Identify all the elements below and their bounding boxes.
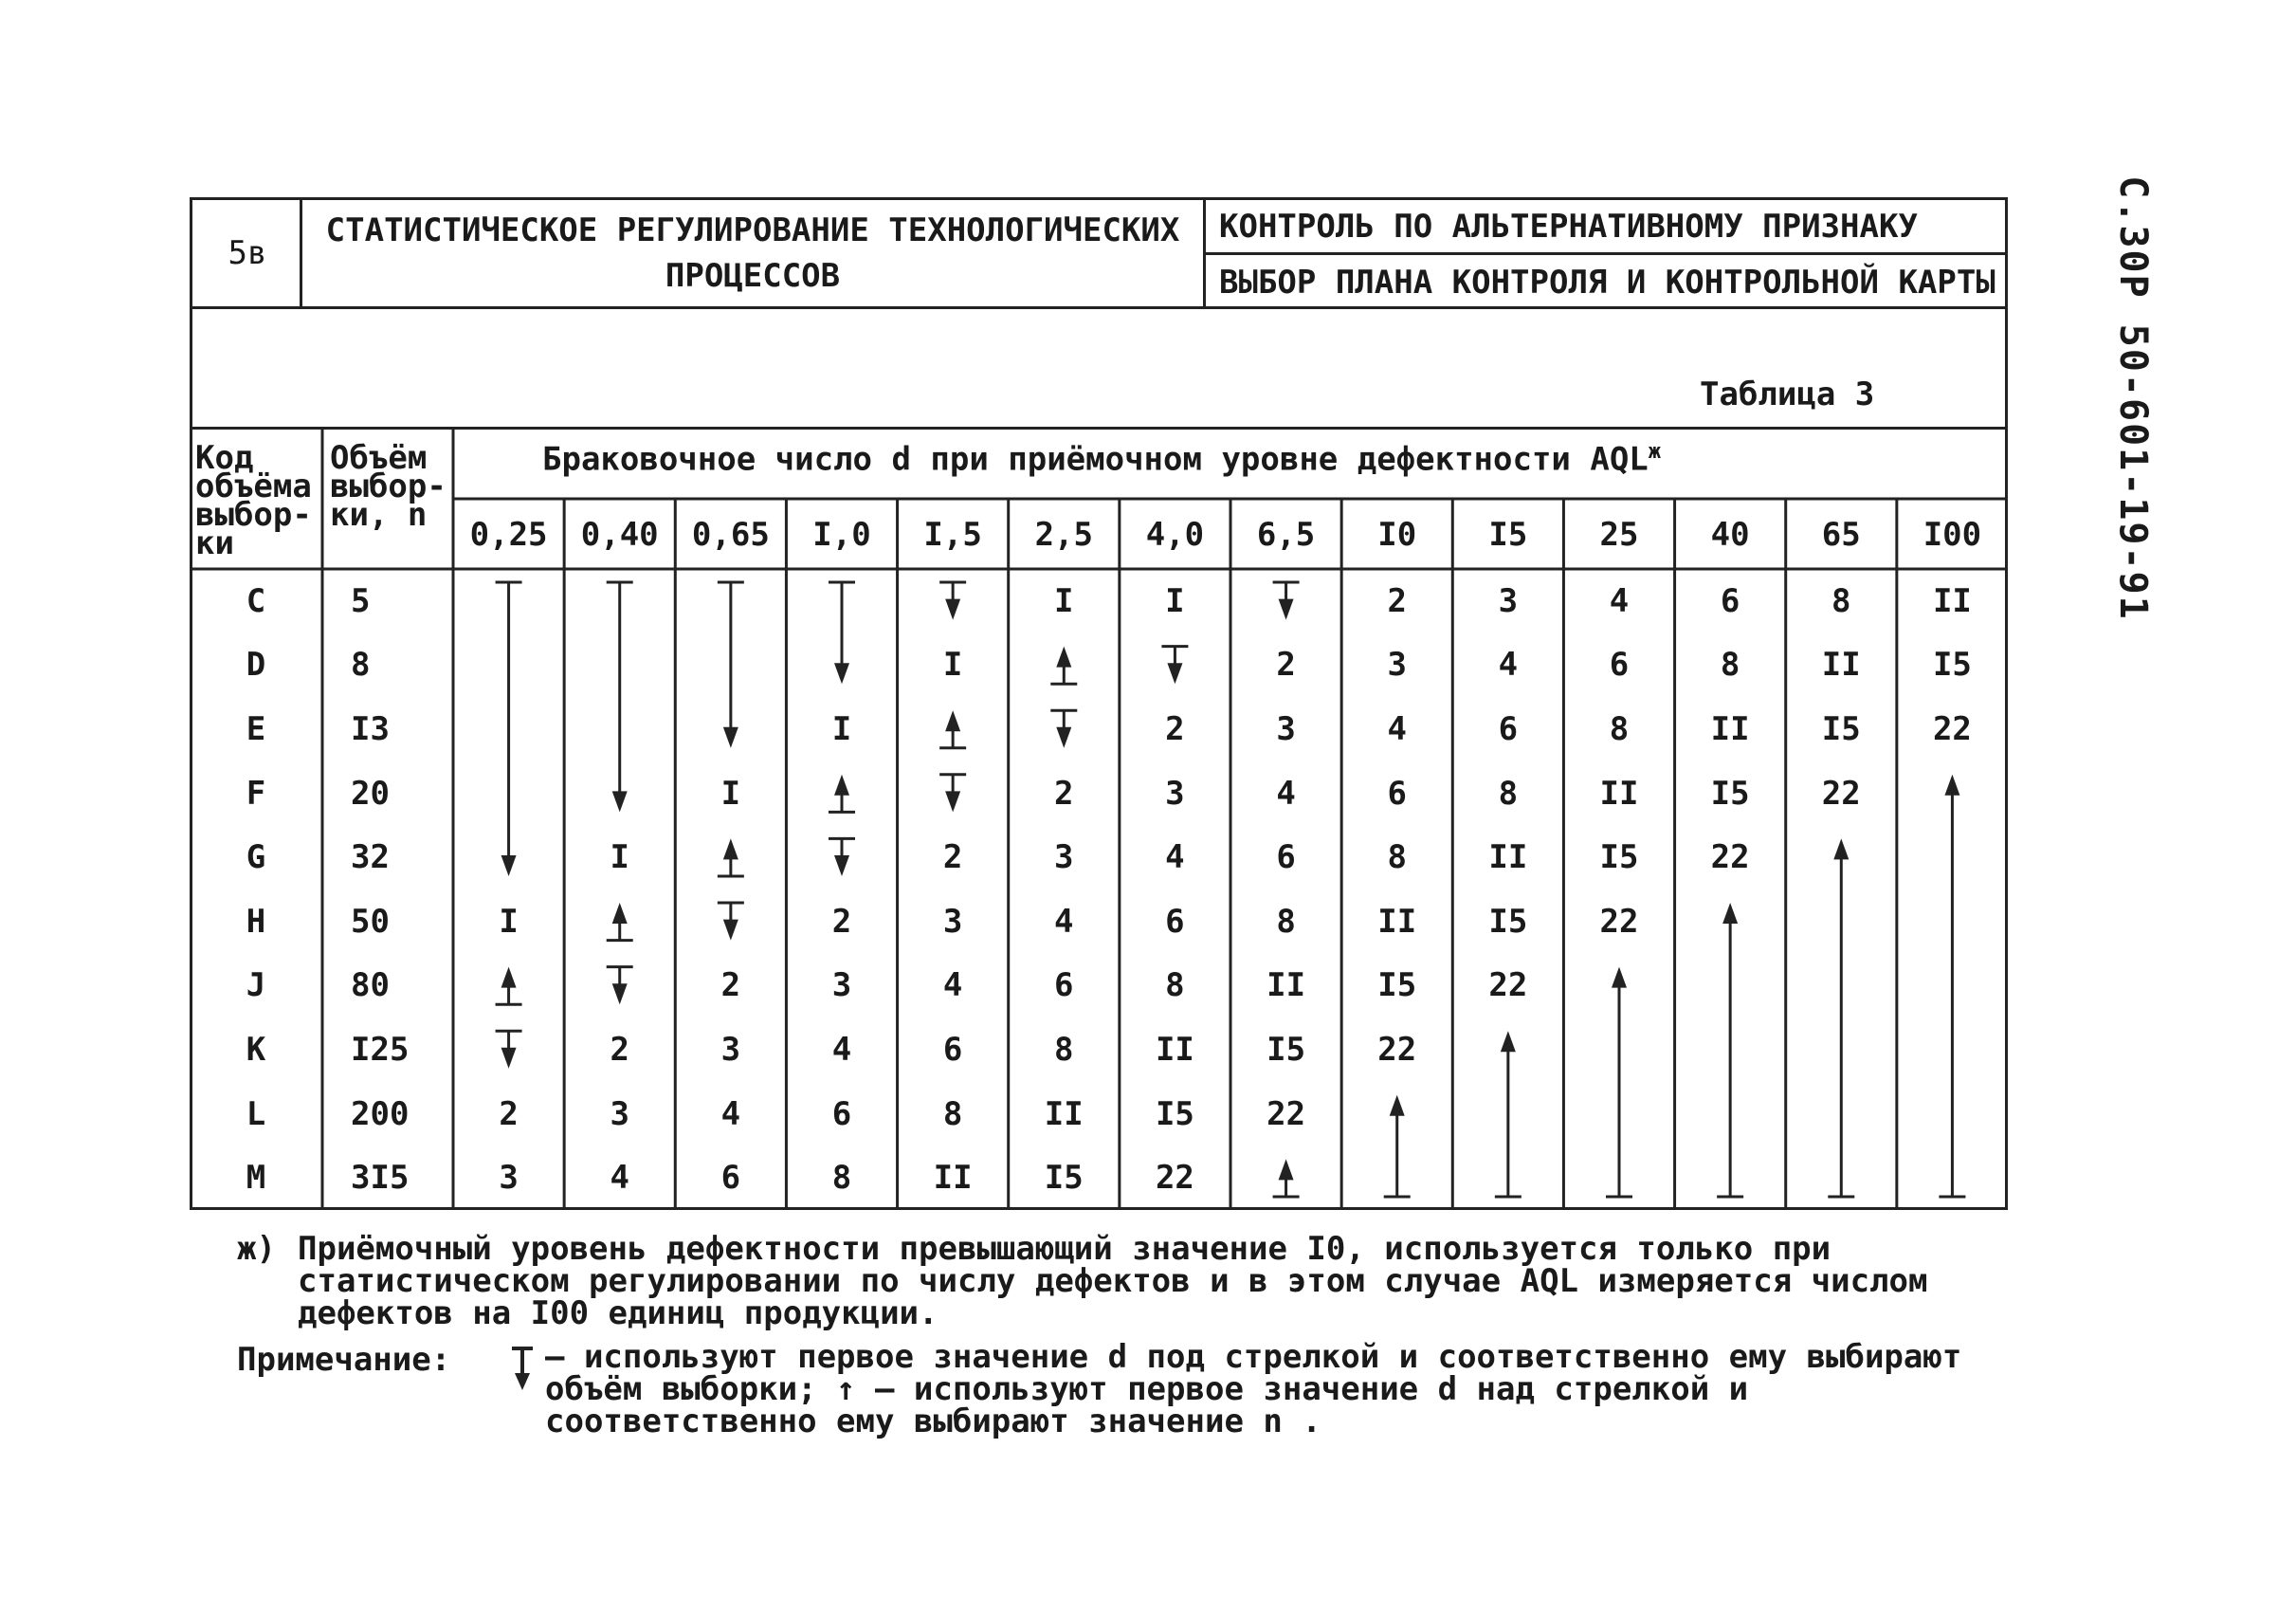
rejection-number: 3: [1276, 710, 1296, 748]
up-arrow-icon: [1606, 967, 1632, 1197]
sample-code: F: [246, 774, 266, 813]
footnote-mark: ж): [237, 1230, 276, 1268]
rejection-number: II: [1377, 902, 1417, 941]
rejection-number: II: [1932, 581, 1972, 620]
sample-size: 3I5: [351, 1159, 410, 1198]
up-arrow-icon: [939, 710, 966, 748]
rejection-number: 4: [610, 1159, 629, 1198]
up-arrow-icon: [1273, 1159, 1300, 1197]
rejection-number: I5: [1377, 966, 1417, 1005]
header-aql-text: Браковочное число d при приёмочном уровне дефектности AQL: [542, 440, 1649, 479]
rejection-number: II: [1710, 710, 1750, 748]
up-arrow-icon: [1717, 903, 1743, 1197]
document-header: [190, 197, 2008, 309]
rejection-number: 8: [1831, 581, 1851, 620]
rejection-number: 4: [1165, 838, 1185, 877]
sample-size: 32: [351, 838, 390, 877]
rejection-number: I5: [1821, 710, 1861, 748]
up-arrow-icon: [1495, 1031, 1522, 1197]
rejection-number: 2: [720, 966, 741, 1005]
sample-size: 8: [351, 646, 371, 685]
down-arrow-icon: [829, 582, 855, 684]
down-arrow-icon: [939, 582, 966, 620]
up-arrow-icon: [1828, 838, 1854, 1197]
rejection-number: 3: [1498, 581, 1519, 620]
rejection-number: I: [1165, 581, 1185, 620]
sample-code: E: [246, 710, 266, 748]
down-arrow-icon: [718, 582, 744, 748]
rejection-number: 3: [610, 1094, 629, 1133]
rejection-number: I5: [1599, 838, 1639, 877]
aql-level-label: 6,5: [1256, 516, 1316, 554]
rejection-number: 8: [1387, 838, 1407, 877]
header-sample-size: Объём выбор- ки, n: [330, 439, 446, 534]
sample-size: 50: [351, 902, 390, 941]
rejection-number: 6: [1498, 710, 1519, 748]
rejection-number: I5: [1488, 902, 1528, 941]
rejection-number: 3: [720, 1031, 741, 1069]
note-label: Примечание:: [237, 1341, 451, 1379]
sample-code: D: [246, 646, 266, 685]
aql-level-label: 25: [1599, 516, 1639, 554]
rejection-number: I: [831, 710, 852, 748]
header-left-title: СТАТИСТИЧЕСКОЕ РЕГУЛИРОВАНИЕ ТЕХНОЛОГИЧЕСКИХ ПРОЦЕССОВ: [325, 211, 1180, 295]
down-arrow-icon: [939, 775, 966, 813]
note-text: – используют первое значение d под стрелкой и соответственно ему выбирают объём выборки; ↑ – используют первое значение d над стрелкой и соответственно ему выбирают значение n .: [545, 1338, 1962, 1440]
footnote-marker: ж: [1648, 440, 1662, 464]
document-id-text: С.30Р 50-601-19-91: [2111, 175, 2155, 621]
aql-level-label: 65: [1821, 516, 1861, 554]
rejection-number: 2: [1276, 646, 1296, 685]
rejection-number: 4: [1276, 774, 1296, 813]
rejection-number: 22: [1266, 1094, 1306, 1133]
up-arrow-icon: [607, 903, 633, 941]
header-right-title-2: ВЫБОР ПЛАНА КОНТРОЛЯ И КОНТРОЛЬНОЙ КАРТЫ: [1219, 263, 1995, 302]
rejection-number: 4: [1498, 646, 1519, 685]
rejection-number: 22: [1599, 902, 1639, 941]
aql-level-label: 0,40: [580, 516, 659, 554]
down-arrow-icon: [496, 1031, 522, 1069]
sample-code: G: [246, 838, 266, 877]
down-arrow-icon: [829, 838, 855, 876]
rejection-number: 8: [1165, 966, 1185, 1005]
rejection-number: 8: [942, 1094, 963, 1133]
rejection-number: 6: [720, 1159, 741, 1198]
down-arrow-icon: [1273, 582, 1300, 620]
rejection-number: I5: [1266, 1031, 1306, 1069]
rejection-number: 6: [1720, 581, 1740, 620]
rejection-number: 2: [499, 1094, 519, 1133]
aql-level-label: I0: [1377, 516, 1417, 554]
sample-size: 200: [351, 1094, 410, 1133]
sample-size: I3: [351, 710, 390, 748]
rejection-number: 6: [831, 1094, 852, 1133]
sample-size: 5: [351, 581, 371, 620]
rejection-number: 22: [1821, 774, 1861, 813]
rejection-number: 6: [942, 1031, 963, 1069]
rejection-number: 8: [1276, 902, 1296, 941]
sample-code: H: [246, 902, 266, 941]
rejection-number: 3: [1054, 838, 1074, 877]
rejection-number: 3: [942, 902, 963, 941]
rejection-number: 8: [1498, 774, 1519, 813]
down-arrow-icon: [607, 582, 633, 812]
down-arrow-icon: [718, 903, 744, 941]
sample-size: 20: [351, 774, 390, 813]
rejection-number: I: [499, 902, 519, 941]
rejection-number: 6: [1387, 774, 1407, 813]
footnote-text: Приёмочный уровень дефектности превышающий значение I0, используется только при статистическом регулировании по числу дефектов и в этом случае AQL измеряется числом дефектов на I00 единиц продукции.: [298, 1230, 1928, 1332]
rejection-number: I5: [1044, 1159, 1084, 1198]
section-code: 5в: [228, 234, 267, 272]
rejection-number: I: [1054, 581, 1074, 620]
rejection-number: 22: [1377, 1031, 1417, 1069]
rejection-number: 6: [1276, 838, 1296, 877]
rejection-number: II: [1155, 1031, 1194, 1069]
rejection-number: 2: [1387, 581, 1407, 620]
rejection-number: I5: [1155, 1094, 1194, 1133]
down-arrow-icon: [496, 582, 522, 876]
sample-size: I25: [351, 1031, 410, 1069]
sample-code: M: [246, 1159, 266, 1198]
rejection-number: 22: [1488, 966, 1528, 1005]
rejection-number: 4: [831, 1031, 852, 1069]
down-arrow-icon: [607, 967, 633, 1005]
rejection-number: II: [1266, 966, 1306, 1005]
rejection-number: 3: [1387, 646, 1407, 685]
rejection-number: 4: [1054, 902, 1074, 941]
sample-code: L: [246, 1094, 266, 1133]
rejection-number: 3: [499, 1159, 519, 1198]
down-arrow-icon: [1161, 647, 1188, 685]
rejection-number: II: [1599, 774, 1639, 813]
header-sample-code: Код объёма выбор- ки: [195, 439, 312, 562]
table-caption: Таблица 3: [1700, 376, 1875, 413]
up-arrow-icon: [718, 838, 744, 876]
up-arrow-icon: [496, 967, 522, 1005]
rejection-number: II: [1488, 838, 1528, 877]
sample-code: J: [246, 966, 266, 1005]
rejection-number: I: [942, 646, 963, 685]
up-arrow-icon: [1050, 647, 1077, 685]
up-arrow-icon: [829, 775, 855, 813]
rejection-number: 4: [1387, 710, 1407, 748]
rejection-number: 4: [1609, 581, 1630, 620]
down-arrow-icon: [508, 1347, 537, 1392]
document-id: [2105, 175, 2161, 621]
rejection-number: 6: [1165, 902, 1185, 941]
rejection-number: 22: [1155, 1159, 1194, 1198]
sampling-table: [190, 427, 2008, 1210]
rejection-number: 2: [1165, 710, 1185, 748]
rejection-number: I5: [1710, 774, 1750, 813]
rejection-number: 3: [831, 966, 852, 1005]
rejection-number: II: [933, 1159, 973, 1198]
aql-level-label: I,0: [812, 516, 871, 554]
rejection-number: 2: [942, 838, 963, 877]
rejection-number: 2: [1054, 774, 1074, 813]
rejection-number: 4: [942, 966, 963, 1005]
rejection-number: 6: [1609, 646, 1630, 685]
aql-level-label: 2,5: [1034, 516, 1093, 554]
rejection-number: II: [1821, 646, 1861, 685]
rejection-number: 3: [1165, 774, 1185, 813]
rejection-number: I: [610, 838, 629, 877]
rejection-number: 2: [610, 1031, 629, 1069]
header-right-title-1: КОНТРОЛЬ ПО АЛЬТЕРНАТИВНОМУ ПРИЗНАКУ: [1219, 207, 1918, 246]
rejection-number: II: [1044, 1094, 1084, 1133]
sample-code: C: [246, 581, 266, 620]
rejection-number: 22: [1710, 838, 1750, 877]
rejection-number: 22: [1932, 710, 1972, 748]
sample-code: K: [246, 1031, 266, 1069]
up-arrow-icon: [1384, 1095, 1411, 1197]
rejection-number: I5: [1932, 646, 1972, 685]
up-arrow-icon: [1939, 775, 1965, 1197]
aql-level-label: I5: [1488, 516, 1528, 554]
aql-level-label: I,5: [923, 516, 982, 554]
rejection-number: 4: [720, 1094, 741, 1133]
rejection-number: 8: [1720, 646, 1740, 685]
down-arrow-icon: [1050, 710, 1077, 748]
rejection-number: 8: [1609, 710, 1630, 748]
rejection-number: 6: [1054, 966, 1074, 1005]
rejection-number: 2: [831, 902, 852, 941]
rejection-number: 8: [1054, 1031, 1074, 1069]
rejection-number: I: [720, 774, 741, 813]
rejection-number: 8: [831, 1159, 852, 1198]
aql-level-label: 40: [1710, 516, 1750, 554]
aql-level-label: I00: [1922, 516, 1982, 554]
sample-size: 80: [351, 966, 390, 1005]
aql-level-label: 4,0: [1145, 516, 1205, 554]
aql-level-label: 0,65: [691, 516, 770, 554]
aql-level-label: 0,25: [469, 516, 548, 554]
